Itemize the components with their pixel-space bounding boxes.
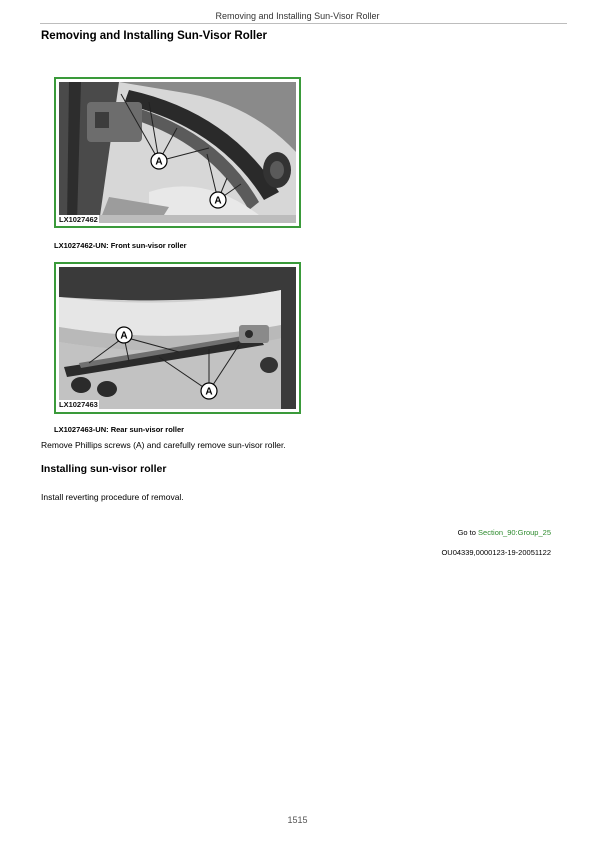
goto-line (458, 528, 551, 537)
install-instruction: Install reverting procedure of removal. (41, 492, 184, 502)
page-title: Removing and Installing Sun-Visor Roller (41, 30, 267, 42)
front-sun-visor-photo (59, 82, 296, 223)
callout-a-label: A (214, 195, 222, 207)
callout-a-label: A (205, 386, 213, 398)
callout-a-label: A (120, 330, 128, 342)
page-number: 1515 (287, 815, 308, 825)
callout-a-label: A (155, 156, 163, 168)
rear-sun-visor-figure (54, 262, 301, 414)
running-header: Removing and Installing Sun-Visor Roller (215, 11, 380, 21)
section-link[interactable]: Section_90:Group_25 (478, 528, 551, 537)
header-divider (40, 23, 567, 24)
document-id: OU04339,0000123-19-20051122 (441, 548, 551, 557)
front-sun-visor-figure (54, 77, 301, 228)
figure-caption: LX1027463-UN: Rear sun-visor roller (54, 425, 185, 434)
goto-prefix: Go to (457, 528, 479, 537)
rear-sun-visor-photo (59, 267, 296, 409)
removal-instruction: Remove Phillips screws (A) and carefully remove sun-visor roller. (41, 440, 286, 450)
figure-caption: LX1027462-UN: Front sun-visor roller (54, 241, 187, 250)
figure-id: LX1027463 (59, 400, 98, 409)
figure-id: LX1027462 (59, 215, 98, 224)
section-title: Installing sun-visor roller (41, 463, 167, 475)
